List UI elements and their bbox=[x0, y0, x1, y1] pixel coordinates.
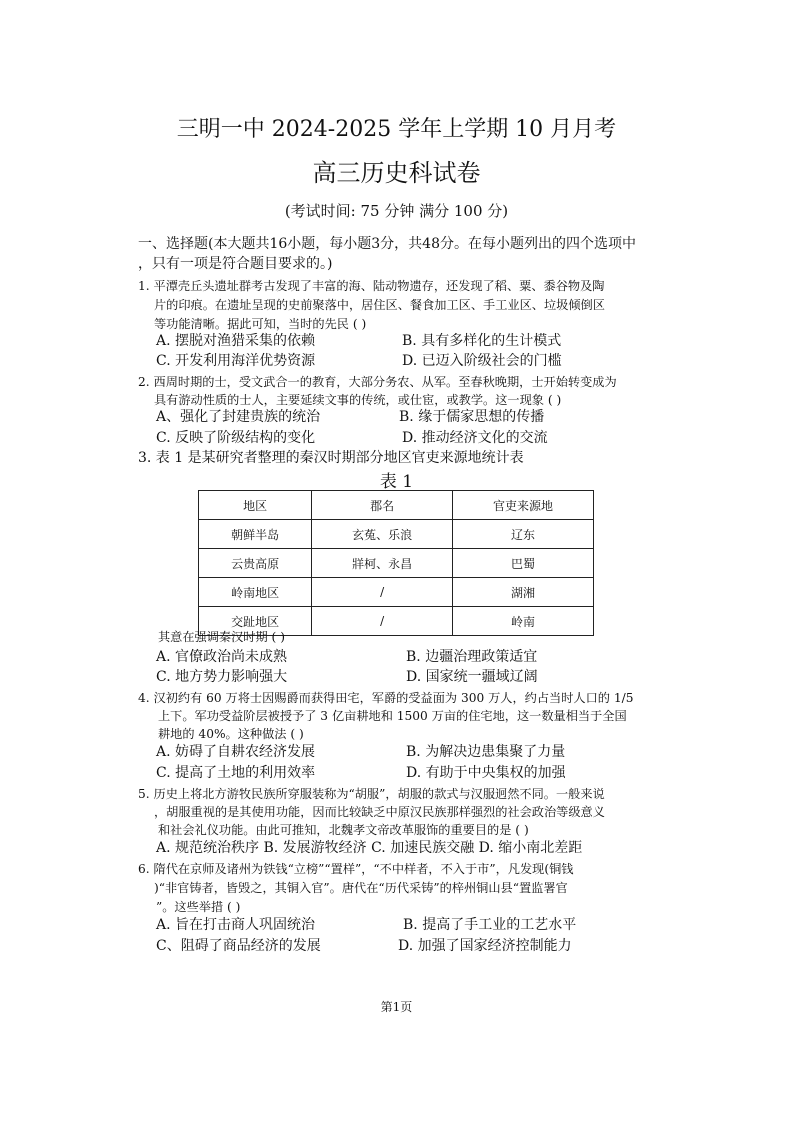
question-line: 片的印痕。在遗址呈现的史前聚落中，居住区、餐食加工区、手工业区、垃圾倾倒区 bbox=[154, 298, 605, 312]
table-cell: 辽东 bbox=[453, 520, 594, 549]
question-line: 具有游动性质的士人，主要延续文事的传统，或仕宦，或教学。这一现象 ( ) bbox=[154, 393, 562, 407]
option-c: C. 反映了阶级结构的变化 bbox=[156, 430, 316, 446]
exam-info: (考试时间: 75 分钟 满分 100 分) bbox=[284, 202, 509, 220]
option-a: A、强化了封建贵族的统治 bbox=[156, 409, 321, 425]
question-line: 6. 隋代在京师及诸州为铁钱“立榜”“置样”，“不中样者，不入于市”，凡发现(铜钱 bbox=[138, 862, 574, 876]
exam-title: 三明一中 2024-2025 学年上学期 10 月月考 bbox=[176, 117, 617, 142]
option-c: C. 提高了土地的利用效率 bbox=[156, 765, 316, 781]
option-c: C、阻碍了商品经济的发展 bbox=[156, 938, 321, 954]
question-line: 耕地的 40%。这种做法 ( ) bbox=[158, 727, 304, 741]
table-row bbox=[199, 549, 594, 578]
option-b: B. 提高了手工业的工艺水平 bbox=[403, 917, 577, 933]
table-header-cell: 郡名 bbox=[312, 491, 453, 520]
option-d: D. 已迈入阶级社会的门槛 bbox=[402, 353, 562, 369]
option-a: A. 妨碍了自耕农经济发展 bbox=[156, 744, 316, 760]
question-line: 和社会礼仪功能。由此可推知，北魏孝文帝改革服饰的重要目的是 ( ) bbox=[158, 823, 529, 837]
table-cell: / bbox=[312, 607, 453, 636]
question-line: ”。这些举措 ( ) bbox=[156, 900, 241, 914]
question-line: 上下。军功受益阶层被授予了 3 亿亩耕地和 1500 万亩的住宅地，这一数量相当于全国 bbox=[158, 709, 627, 723]
stats-table bbox=[198, 490, 594, 636]
option-d: D. 加强了国家经济控制能力 bbox=[398, 938, 572, 954]
option-a: A. 旨在打击商人巩固统治 bbox=[156, 917, 316, 933]
exam-subtitle: 高三历史科试卷 bbox=[312, 159, 481, 187]
table-cell: 巴蜀 bbox=[453, 549, 594, 578]
option-d: D. 推动经济文化的交流 bbox=[402, 430, 548, 446]
table-caption: 表 1 bbox=[379, 472, 414, 492]
table-cell: 湖湘 bbox=[453, 578, 594, 607]
question-line: ，胡服重视的是其使用功能，因而比较缺乏中原汉民族那样强烈的社会政治等级意义 bbox=[154, 805, 605, 819]
option-c: C. 开发利用海洋优势资源 bbox=[156, 353, 316, 369]
question-line: 4. 汉初约有 60 万将士因赐爵而获得田宅，军爵的受益面为 300 万人，约占当时人口的 1/5 bbox=[138, 691, 634, 705]
table-cell: 云贵高原 bbox=[199, 549, 312, 578]
question-line: 2. 西周时期的士，受文武合一的教育，大部分务农、从军。至春秋晚期，士开始转变成为 bbox=[138, 375, 617, 389]
table-header-cell: 地区 bbox=[199, 491, 312, 520]
table-cell: 朝鲜半岛 bbox=[199, 520, 312, 549]
table-cell: 岭南地区 bbox=[199, 578, 312, 607]
option-b: B. 缘于儒家思想的传播 bbox=[399, 409, 545, 425]
option-b: B. 边疆治理政策适宜 bbox=[406, 649, 538, 665]
question-line: )“非官铸者，皆毁之，其铜入官”。唐代在“历代采铸”的梓州铜山县“置监署官 bbox=[154, 881, 568, 895]
table-cell: 牂柯、永昌 bbox=[312, 549, 453, 578]
table-header-row bbox=[199, 491, 594, 520]
table-row bbox=[199, 578, 594, 607]
option-c: C. 地方势力影响强大 bbox=[156, 669, 288, 685]
table-cell: 玄菟、乐浪 bbox=[312, 520, 453, 549]
option-d: D. 有助于中央集权的加强 bbox=[406, 765, 566, 781]
table-cell: 岭南 bbox=[453, 607, 594, 636]
table-cell: / bbox=[312, 578, 453, 607]
section-heading-line1: 一、选择题(本大题共16小题，每小题3分，共48分。在每小题列出的四个选项中 bbox=[138, 236, 636, 252]
question-line: 3. 表 1 是某研究者整理的秦汉时期部分地区官吏来源地统计表 bbox=[138, 450, 524, 466]
table-row bbox=[199, 520, 594, 549]
page-number: 第1页 bbox=[380, 1000, 413, 1014]
option-b: B. 为解决边患集聚了力量 bbox=[406, 744, 566, 760]
question-line: 等功能清晰。据此可知，当时的先民 ( ) bbox=[154, 317, 367, 331]
option-d: D. 国家统一疆域辽阔 bbox=[406, 669, 538, 685]
question-line: 其意在强调秦汉时期 ( ) bbox=[158, 630, 285, 644]
option-b: B. 具有多样化的生计模式 bbox=[402, 333, 562, 349]
section-heading-line2: ，只有一项是符合题目要求的。) bbox=[138, 256, 333, 272]
question-line: 5. 历史上将北方游牧民族所穿服装称为“胡服”，胡服的款式与汉服迥然不同。一般来说 bbox=[138, 787, 605, 801]
option-a: A. 官僚政治尚未成熟 bbox=[156, 649, 288, 665]
option-a: A. 摆脱对渔猎采集的依赖 bbox=[156, 333, 316, 349]
table-header-cell: 官吏来源地 bbox=[453, 491, 594, 520]
options-line: A. 规范统治秩序 B. 发展游牧经济 C. 加速民族交融 D. 缩小南北差距 bbox=[156, 840, 583, 856]
table-cell: 交趾地区 bbox=[199, 607, 312, 636]
question-line: 1. 平潭壳丘头遗址群考古发现了丰富的海、陆动物遗存，还发现了稻、粟、黍谷物及陶 bbox=[138, 279, 605, 293]
